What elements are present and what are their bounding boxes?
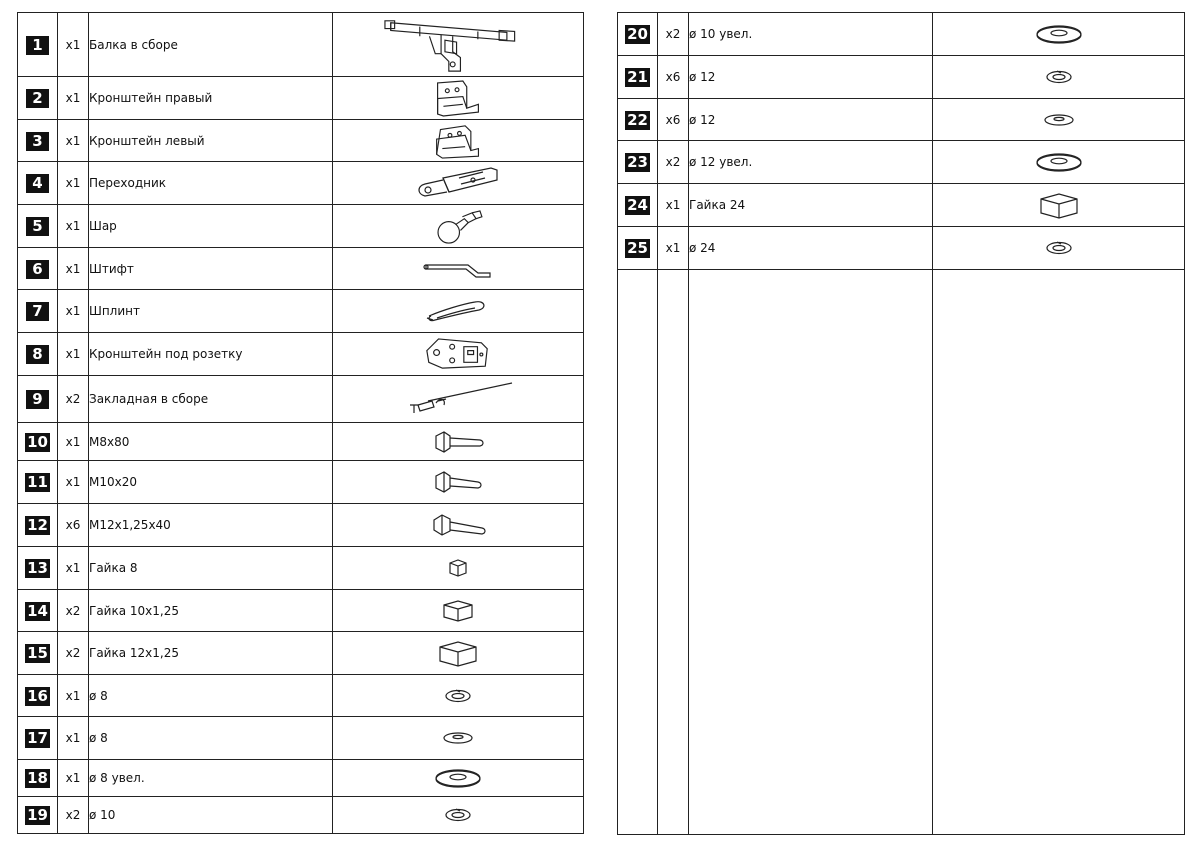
part-number-cell xyxy=(618,56,658,99)
empty-cell xyxy=(658,270,689,835)
adapter-icon xyxy=(413,164,503,202)
part-picture-cell xyxy=(333,423,584,461)
part-picture-cell xyxy=(933,184,1185,227)
part-number: 14 xyxy=(27,601,48,620)
large-washer-icon xyxy=(1029,150,1089,174)
part-number-cell xyxy=(618,227,658,270)
part-quantity: x2 xyxy=(658,13,689,56)
part-number: 25 xyxy=(627,239,648,257)
part-number: 21 xyxy=(627,68,648,86)
spring-washer-icon xyxy=(438,805,478,825)
part-row xyxy=(18,504,584,547)
part-row xyxy=(18,423,584,461)
part-name: ø 10 xyxy=(89,797,333,834)
part-picture-cell xyxy=(333,77,584,120)
part-row xyxy=(18,333,584,376)
part-picture-cell xyxy=(933,13,1185,56)
part-quantity: x1 xyxy=(58,423,89,461)
part-name: ø 8 увел. xyxy=(89,760,333,797)
part-name: ø 12 увел. xyxy=(689,141,933,184)
part-number: 7 xyxy=(26,302,49,321)
part-picture-cell xyxy=(333,717,584,760)
part-number-cell xyxy=(18,162,58,205)
part-name: ø 8 xyxy=(89,717,333,760)
bolt-long-icon xyxy=(428,428,488,456)
part-number-cell xyxy=(18,797,58,834)
part-number-cell xyxy=(18,120,58,162)
part-row xyxy=(18,760,584,797)
part-number: 2 xyxy=(26,89,49,108)
part-number: 22 xyxy=(627,110,648,129)
flat-washer-icon xyxy=(1037,111,1081,129)
cotter-pin-icon xyxy=(423,296,493,326)
embedded-part-icon xyxy=(398,379,518,419)
part-number-cell xyxy=(18,675,58,717)
flat-washer-icon xyxy=(436,729,480,747)
pin-icon xyxy=(418,257,498,281)
part-row xyxy=(618,184,1185,227)
part-quantity: x6 xyxy=(58,504,89,547)
part-number: 11 xyxy=(27,473,48,491)
part-name: ø 8 xyxy=(89,675,333,717)
part-number: 12 xyxy=(27,516,48,534)
spring-washer-icon xyxy=(1039,238,1079,258)
part-number-cell xyxy=(18,717,58,760)
part-picture-cell xyxy=(333,760,584,797)
part-picture-cell xyxy=(333,376,584,423)
part-picture-cell xyxy=(333,162,584,205)
part-number-cell xyxy=(18,13,58,77)
part-name: Шплинт xyxy=(89,290,333,333)
large-washer-icon xyxy=(428,766,488,790)
part-picture-cell xyxy=(333,675,584,717)
part-name: Закладная в сборе xyxy=(89,376,333,423)
part-number-cell xyxy=(618,184,658,227)
part-number-cell xyxy=(618,13,658,56)
part-picture-cell xyxy=(333,632,584,675)
part-number: 16 xyxy=(27,686,48,705)
part-number-cell xyxy=(18,423,58,461)
part-quantity: x1 xyxy=(58,120,89,162)
large-washer-icon xyxy=(1029,22,1089,46)
spring-washer-icon xyxy=(438,686,478,706)
part-number-cell xyxy=(18,547,58,590)
part-quantity: x2 xyxy=(58,590,89,632)
nut-medium-icon xyxy=(436,597,480,625)
part-number: 19 xyxy=(27,806,48,824)
part-row xyxy=(618,56,1185,99)
part-row xyxy=(618,13,1185,56)
part-row xyxy=(18,547,584,590)
part-quantity: x1 xyxy=(58,162,89,205)
part-number: 5 xyxy=(26,217,49,236)
part-number: 23 xyxy=(627,153,648,171)
part-name: Шар xyxy=(89,205,333,248)
part-quantity: x1 xyxy=(58,205,89,248)
part-number: 9 xyxy=(26,390,49,409)
tow-ball-icon xyxy=(429,207,488,246)
part-quantity: x1 xyxy=(58,760,89,797)
part-number-cell xyxy=(18,504,58,547)
part-number: 3 xyxy=(26,132,49,151)
part-quantity: x2 xyxy=(58,632,89,675)
part-row xyxy=(18,461,584,504)
part-number: 18 xyxy=(27,769,48,787)
part-quantity: x6 xyxy=(658,99,689,141)
part-name: Гайка 24 xyxy=(689,184,933,227)
part-quantity: x1 xyxy=(58,290,89,333)
part-number-cell xyxy=(18,760,58,797)
part-number-cell xyxy=(618,141,658,184)
part-number-cell xyxy=(18,461,58,504)
part-name: Кронштейн правый xyxy=(89,77,333,120)
bracket-right-icon xyxy=(424,79,492,118)
part-name: М8х80 xyxy=(89,423,333,461)
empty-row xyxy=(618,270,1185,835)
part-number: 20 xyxy=(627,25,648,43)
part-name: Балка в сборе xyxy=(89,13,333,77)
part-number-cell xyxy=(18,205,58,248)
part-picture-cell xyxy=(933,56,1185,99)
part-name: Штифт xyxy=(89,248,333,290)
bolt-short-icon xyxy=(428,468,488,496)
part-picture-cell xyxy=(933,141,1185,184)
part-number: 24 xyxy=(627,196,648,214)
part-name: ø 12 xyxy=(689,56,933,99)
spring-washer-icon xyxy=(1039,67,1079,87)
part-row xyxy=(18,120,584,162)
part-number: 4 xyxy=(26,174,49,193)
empty-cell xyxy=(689,270,933,835)
part-row xyxy=(18,162,584,205)
part-name: ø 10 увел. xyxy=(689,13,933,56)
socket-bracket-icon xyxy=(421,335,495,374)
part-name: Гайка 10х1,25 xyxy=(89,590,333,632)
part-row xyxy=(18,717,584,760)
part-row xyxy=(18,675,584,717)
bracket-left-icon xyxy=(425,122,492,160)
part-number: 6 xyxy=(26,260,49,279)
part-number-cell xyxy=(18,248,58,290)
part-name: Кронштейн левый xyxy=(89,120,333,162)
part-number: 1 xyxy=(26,36,49,55)
part-name: Переходник xyxy=(89,162,333,205)
parts-table-right xyxy=(617,12,1185,835)
part-row xyxy=(18,13,584,77)
part-quantity: x1 xyxy=(58,717,89,760)
part-picture-cell xyxy=(933,99,1185,141)
part-row xyxy=(18,77,584,120)
part-name: ø 12 xyxy=(689,99,933,141)
part-number: 17 xyxy=(27,729,48,747)
part-row xyxy=(618,99,1185,141)
empty-cell xyxy=(618,270,658,835)
part-row xyxy=(618,227,1185,270)
part-picture-cell xyxy=(333,461,584,504)
part-picture-cell xyxy=(333,547,584,590)
part-picture-cell xyxy=(333,590,584,632)
part-quantity: x1 xyxy=(58,77,89,120)
part-quantity: x2 xyxy=(58,797,89,834)
empty-cell xyxy=(933,270,1185,835)
part-row xyxy=(18,205,584,248)
part-quantity: x1 xyxy=(58,333,89,376)
part-quantity: x1 xyxy=(658,227,689,270)
part-picture-cell xyxy=(333,333,584,376)
part-picture-cell xyxy=(333,797,584,834)
part-picture-cell xyxy=(333,290,584,333)
part-name: Гайка 8 xyxy=(89,547,333,590)
part-quantity: x1 xyxy=(658,184,689,227)
part-row xyxy=(618,141,1185,184)
part-name: ø 24 xyxy=(689,227,933,270)
part-name: Кронштейн под розетку xyxy=(89,333,333,376)
part-quantity: x1 xyxy=(58,248,89,290)
part-picture-cell xyxy=(333,120,584,162)
nut-small-icon xyxy=(438,555,478,581)
part-quantity: x1 xyxy=(58,547,89,590)
part-picture-cell xyxy=(333,13,584,77)
part-number-cell xyxy=(18,333,58,376)
part-quantity: x6 xyxy=(658,56,689,99)
part-number-cell xyxy=(18,77,58,120)
part-picture-cell xyxy=(333,504,584,547)
part-row xyxy=(18,248,584,290)
bolt-medium-icon xyxy=(426,510,490,540)
part-number: 10 xyxy=(27,432,48,451)
part-name: Гайка 12х1,25 xyxy=(89,632,333,675)
part-number-cell xyxy=(18,590,58,632)
part-number: 8 xyxy=(26,345,49,364)
part-name: М12х1,25х40 xyxy=(89,504,333,547)
part-number: 15 xyxy=(27,644,48,662)
part-number-cell xyxy=(18,632,58,675)
part-number-cell xyxy=(618,99,658,141)
nut-large-icon xyxy=(1035,189,1083,221)
parts-table-left xyxy=(17,12,584,834)
part-row xyxy=(18,290,584,333)
part-name: М10х20 xyxy=(89,461,333,504)
nut-large-icon xyxy=(434,637,482,669)
part-number-cell xyxy=(18,290,58,333)
part-row xyxy=(18,376,584,423)
part-picture-cell xyxy=(333,248,584,290)
part-row xyxy=(18,590,584,632)
part-picture-cell xyxy=(933,227,1185,270)
part-row xyxy=(18,632,584,675)
part-quantity: x1 xyxy=(58,675,89,717)
part-number-cell xyxy=(18,376,58,423)
part-quantity: x1 xyxy=(58,13,89,77)
part-quantity: x1 xyxy=(58,461,89,504)
part-quantity: x2 xyxy=(658,141,689,184)
part-picture-cell xyxy=(333,205,584,248)
part-quantity: x2 xyxy=(58,376,89,423)
part-number: 13 xyxy=(27,559,48,577)
hitch-beam-icon xyxy=(381,15,536,75)
part-row xyxy=(18,797,584,834)
